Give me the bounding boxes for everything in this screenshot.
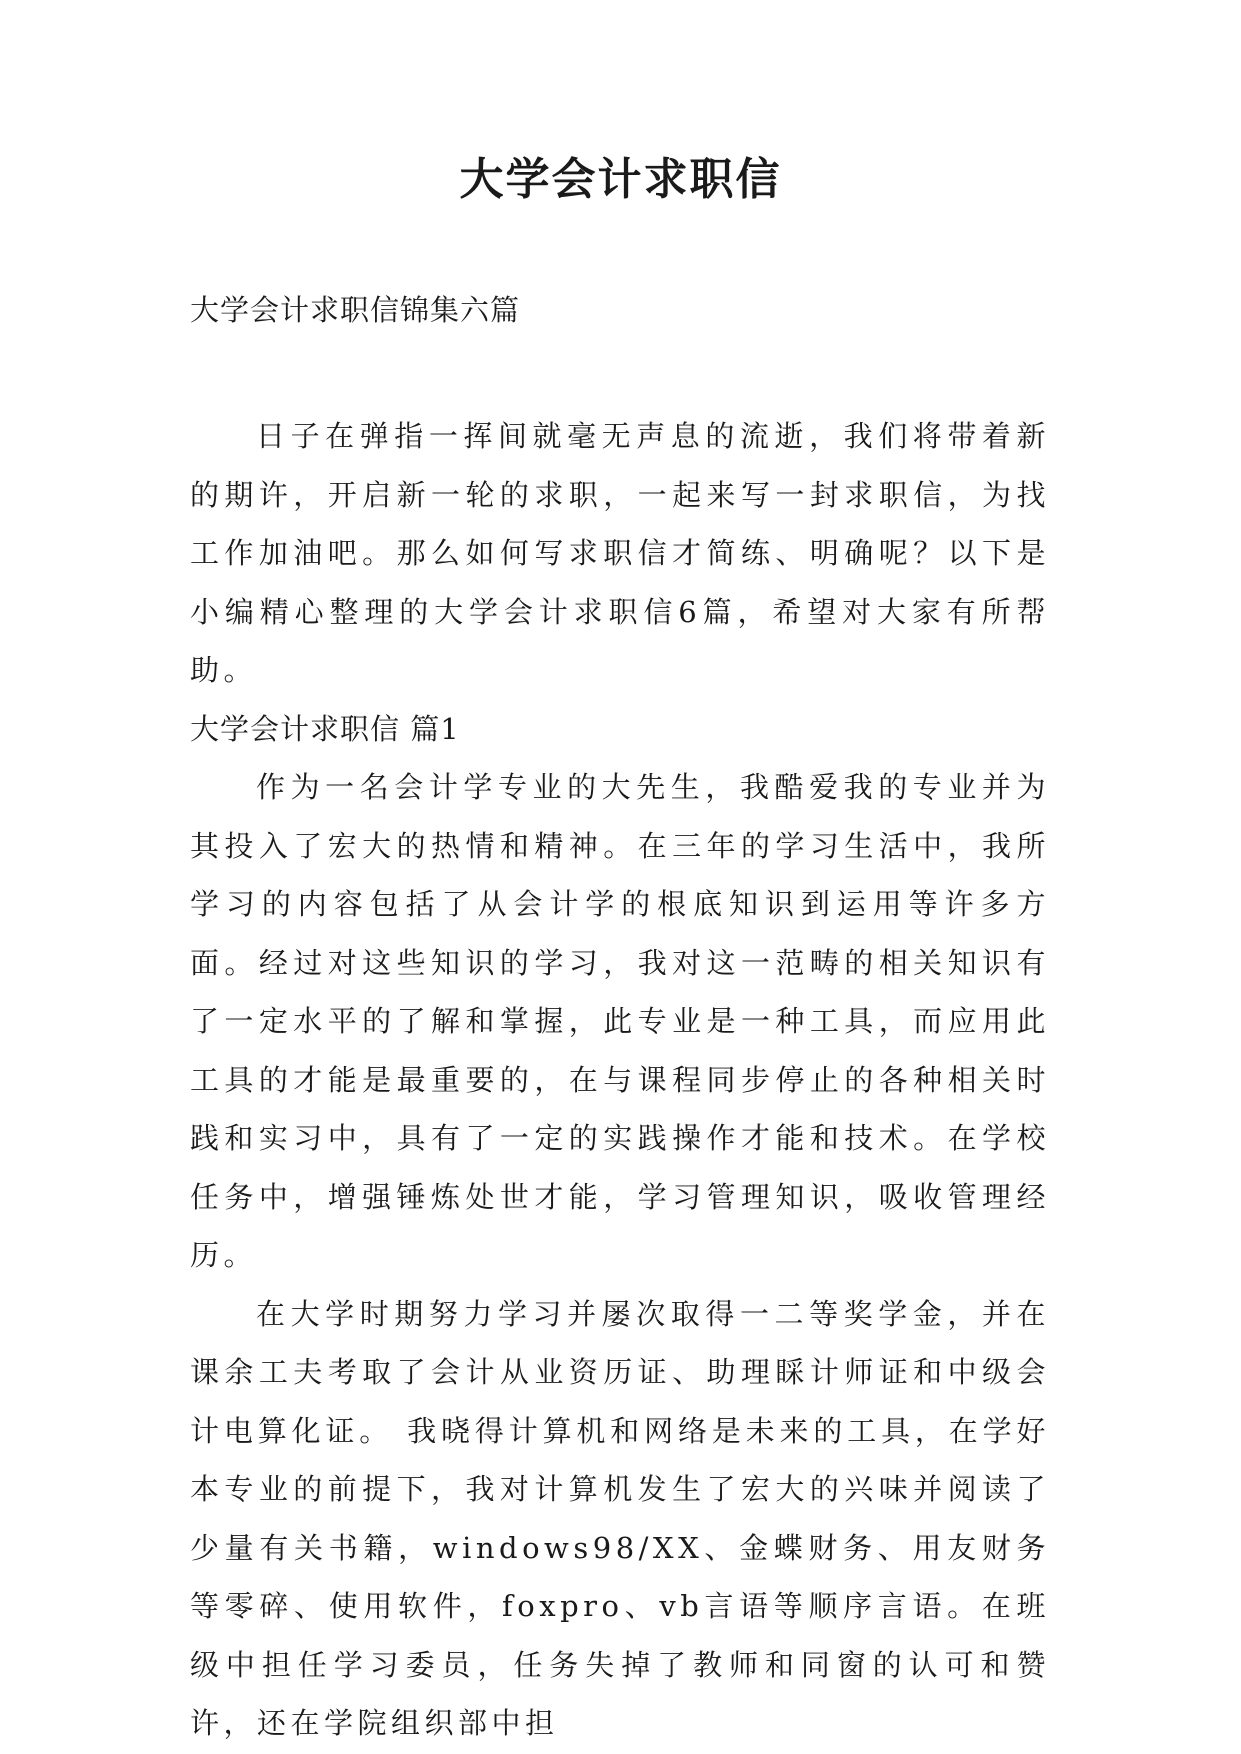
intro-paragraph: 日子在弹指一挥间就毫无声息的流逝，我们将带着新的期许，开启新一轮的求职，一起来写一封求职信，为找工作加油吧。那么如何写求职信才简练、明确呢？以下是小编精心整理的大学会计求职信6篇，希望对大家有所帮助。 — [190, 419, 1050, 687]
document-body — [190, 407, 1050, 1753]
section-heading: 大学会计求职信 篇1 — [190, 711, 460, 746]
body-paragraph-1: 作为一名会计学专业的大先生，我酷爱我的专业并为其投入了宏大的热情和精神。在三年的学习生活中，我所学习的内容包括了从会计学的根底知识到运用等许多方面。经过对这些知识的学习，我对这一范畴的相关知识有了一定水平的了解和掌握，此专业是一种工具，而应用此工具的才能是最重要的，在与课程同步停止的各种相关时践和实习中，具有了一定的实践操作才能和技术。在学校任务中，增强锤炼处世才能，学习管理知识，吸收管理经历。 — [190, 770, 1050, 1272]
document-title: 大学会计求职信 — [459, 154, 782, 205]
document-subtitle: 大学会计求职信锦集六篇 — [190, 293, 521, 327]
body-paragraph-2: 在大学时期努力学习并屡次取得一二等奖学金，并在课余工夫考取了会计从业资历证、助理睬计师证和中级会计电算化证。 我晓得计算机和网络是未来的工具，在学好本专业的前提下，我对计算机发生了宏大的兴味并阅读了少量有关书籍，windows98/XX、金蝶财务、用友财务等零碎、使用软件，foxpro、vb言语等顺序言语。在班级中担任学习委员，任务失掉了教师和同窗的认可和赞许，还在学院组织部中担 — [190, 1296, 1050, 1740]
